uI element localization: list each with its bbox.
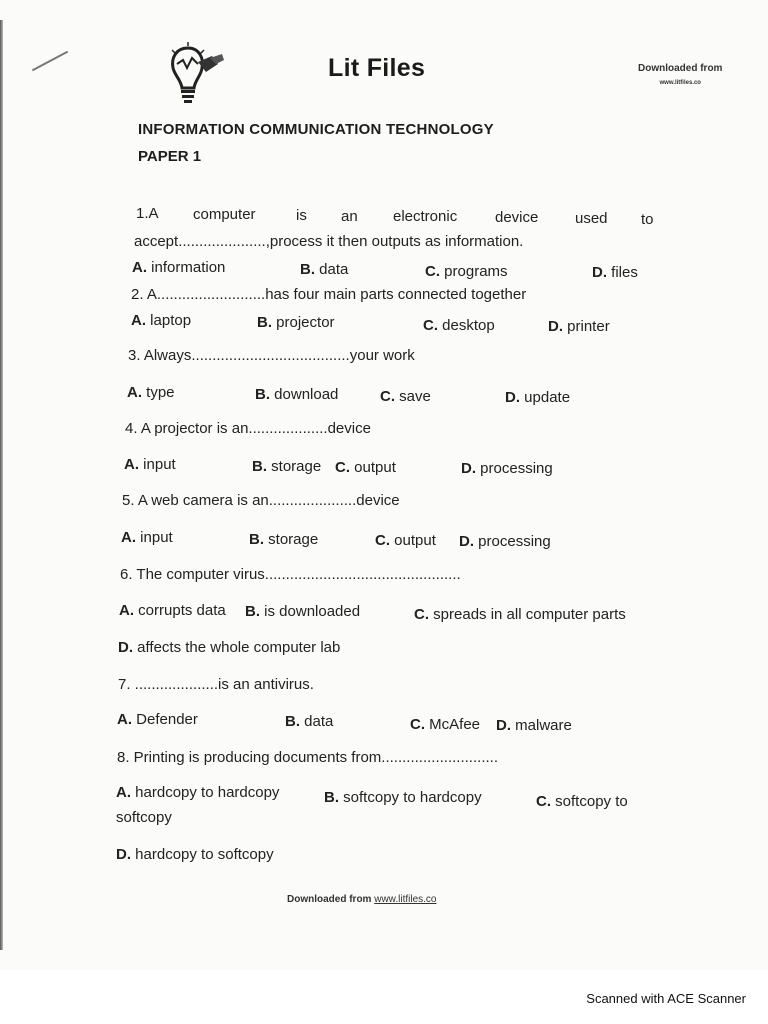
paper-number: PAPER 1 (138, 148, 202, 165)
q4-text: 4. A projector is an...................device (125, 420, 371, 437)
option-d: D. hardcopy to softcopy (116, 846, 274, 863)
option-c: C. save (380, 388, 431, 405)
page-edge (0, 20, 3, 950)
option-b: B. softcopy to hardcopy (324, 789, 482, 806)
option-b: B. storage (252, 458, 322, 475)
pen-mark (32, 51, 68, 72)
option-c: C. output (375, 532, 436, 549)
q1-word: used (575, 210, 608, 227)
q1-text: accept.....................,process it then outputs as information. (134, 233, 524, 250)
option-a: A. input (124, 456, 176, 473)
option-c-wrap: softcopy (116, 809, 172, 826)
lightbulb-icon (168, 42, 228, 104)
option-a: A. Defender (117, 711, 198, 728)
q1-word: electronic (393, 208, 458, 225)
option-d: D. processing (459, 533, 551, 550)
q7-text: 7. ....................is an antivirus. (118, 676, 314, 693)
download-note-top (638, 62, 722, 90)
brand-title: Lit Files (328, 54, 426, 82)
q1-word: computer (193, 206, 256, 223)
option-b: B. storage (249, 531, 319, 548)
q1-word: is (296, 207, 307, 224)
download-note-label: Downloaded from (638, 63, 723, 74)
download-note-label: Downloaded from (287, 894, 372, 905)
option-a: A. information (132, 259, 226, 276)
option-a: A. type (127, 384, 175, 401)
option-c: C. softcopy to (536, 793, 628, 810)
option-d: D. update (505, 389, 571, 406)
subject-title: INFORMATION COMMUNICATION TECHNOLOGY (138, 121, 494, 138)
option-b: B. data (285, 713, 334, 730)
option-d: D. files (592, 264, 638, 281)
q8-text: 8. Printing is producing documents from............................ (117, 749, 498, 766)
download-note-url: www.litfiles.co (659, 80, 701, 86)
option-c: C. spreads in all computer parts (414, 606, 626, 623)
option-a: A. input (121, 529, 173, 546)
option-a: A. laptop (131, 312, 192, 329)
download-link[interactable]: www.litfiles.co (374, 894, 437, 905)
option-c: C. McAfee (410, 716, 481, 733)
option-d: D. processing (461, 460, 553, 477)
option-b: B. data (300, 261, 349, 278)
option-d: D. printer (548, 318, 610, 335)
q6-text: 6. The computer virus............................................... (120, 566, 461, 583)
option-b: B. is downloaded (245, 603, 361, 620)
q1-word: an (341, 208, 358, 225)
scanner-note: Scanned with ACE Scanner (586, 991, 746, 1006)
option-d: D. affects the whole computer lab (118, 639, 341, 656)
q1-word: to (641, 211, 654, 228)
option-a: A. corrupts data (119, 602, 226, 619)
option-c: C. desktop (423, 317, 495, 334)
q2-text: 2. A..........................has four main parts connected together (131, 286, 527, 303)
option-a: A. hardcopy to hardcopy (116, 784, 280, 801)
option-c: C. programs (425, 263, 508, 280)
download-note-bottom (287, 894, 436, 905)
q1-word: device (495, 209, 539, 226)
q3-text: 3. Always......................................your work (128, 347, 415, 364)
option-b: B. projector (257, 314, 335, 331)
option-d: D. malware (496, 717, 572, 734)
q5-text: 5. A web camera is an.....................device (122, 492, 400, 509)
option-b: B. download (255, 386, 339, 403)
q1-word: 1.A (136, 205, 159, 222)
option-c: C. output (335, 459, 396, 476)
scanner-bar (0, 970, 768, 1024)
